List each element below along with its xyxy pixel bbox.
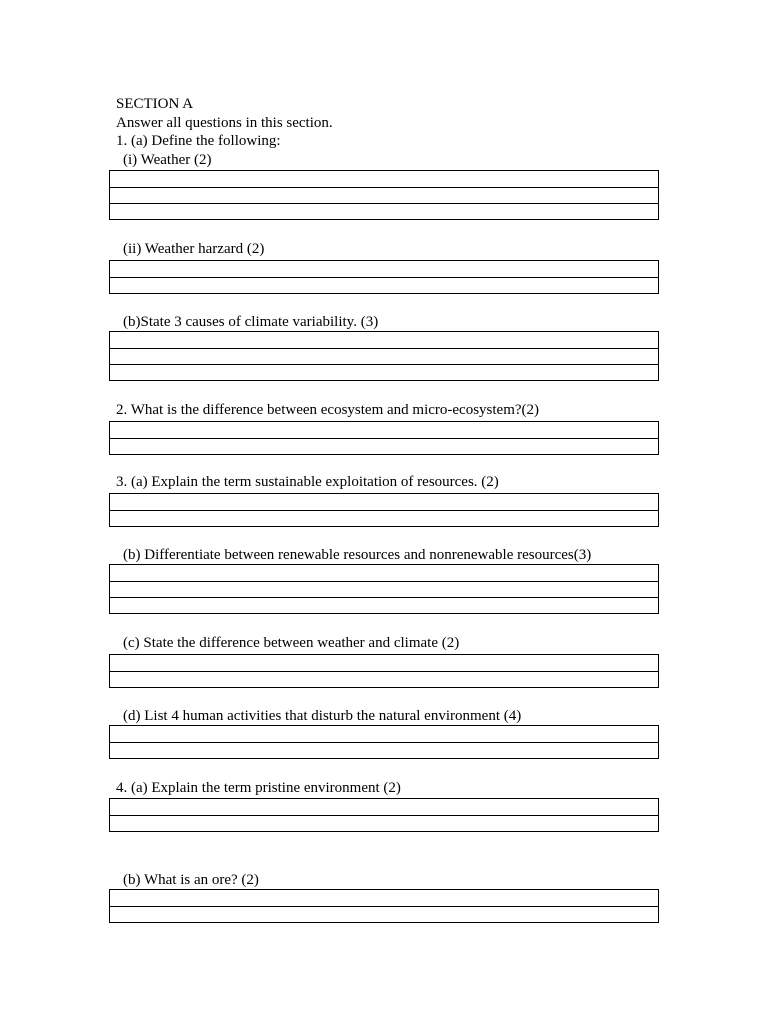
answer-box-3c[interactable] bbox=[109, 654, 659, 688]
answer-line[interactable] bbox=[110, 203, 658, 219]
question-4a-label: 4. (a) Explain the term pristine environment (2) bbox=[116, 780, 401, 796]
question-2-label: 2. What is the difference between ecosystem and micro-ecosystem?(2) bbox=[116, 402, 540, 418]
section-title: SECTION A bbox=[116, 96, 194, 112]
question-3a-label: 3. (a) Explain the term sustainable exploitation of resources. (2) bbox=[116, 474, 499, 490]
answer-box-1b[interactable] bbox=[109, 331, 659, 381]
answer-line[interactable] bbox=[110, 348, 658, 364]
answer-line[interactable] bbox=[110, 742, 658, 758]
answer-line[interactable] bbox=[110, 581, 658, 597]
answer-box-4a[interactable] bbox=[109, 798, 659, 832]
answer-line[interactable] bbox=[110, 815, 658, 831]
answer-box-3d[interactable] bbox=[109, 725, 659, 759]
answer-line[interactable] bbox=[110, 565, 658, 581]
answer-line[interactable] bbox=[110, 422, 658, 438]
question-1-stem: 1. (a) Define the following: bbox=[116, 133, 281, 149]
answer-line[interactable] bbox=[110, 364, 658, 380]
answer-box-1a-ii[interactable] bbox=[109, 260, 659, 294]
question-3b-label: (b) Differentiate between renewable resources and nonrenewable resources(3) bbox=[123, 547, 592, 563]
answer-line[interactable] bbox=[110, 261, 658, 277]
question-1a-i-label: (i) Weather (2) bbox=[123, 152, 212, 168]
section-instruction: Answer all questions in this section. bbox=[116, 115, 333, 131]
answer-line[interactable] bbox=[110, 906, 658, 922]
answer-box-4b[interactable] bbox=[109, 889, 659, 923]
question-3c-label: (c) State the difference between weather and climate (2) bbox=[123, 635, 460, 651]
answer-line[interactable] bbox=[110, 171, 658, 187]
answer-line[interactable] bbox=[110, 671, 658, 687]
answer-line[interactable] bbox=[110, 655, 658, 671]
answer-box-3a[interactable] bbox=[109, 493, 659, 527]
answer-box-2[interactable] bbox=[109, 421, 659, 455]
answer-line[interactable] bbox=[110, 277, 658, 293]
answer-line[interactable] bbox=[110, 332, 658, 348]
question-4b-label: (b) What is an ore? (2) bbox=[123, 872, 259, 888]
question-3d-label: (d) List 4 human activities that disturb the natural environment (4) bbox=[123, 708, 522, 724]
answer-line[interactable] bbox=[110, 890, 658, 906]
answer-line[interactable] bbox=[110, 597, 658, 613]
answer-line[interactable] bbox=[110, 799, 658, 815]
answer-line[interactable] bbox=[110, 438, 658, 454]
question-1b-label: (b)State 3 causes of climate variability. (3) bbox=[123, 314, 379, 330]
answer-box-3b[interactable] bbox=[109, 564, 659, 614]
answer-line[interactable] bbox=[110, 726, 658, 742]
answer-box-1a-i[interactable] bbox=[109, 170, 659, 220]
question-1a-ii-label: (ii) Weather harzard (2) bbox=[123, 241, 265, 257]
answer-line[interactable] bbox=[110, 510, 658, 526]
answer-line[interactable] bbox=[110, 187, 658, 203]
answer-line[interactable] bbox=[110, 494, 658, 510]
